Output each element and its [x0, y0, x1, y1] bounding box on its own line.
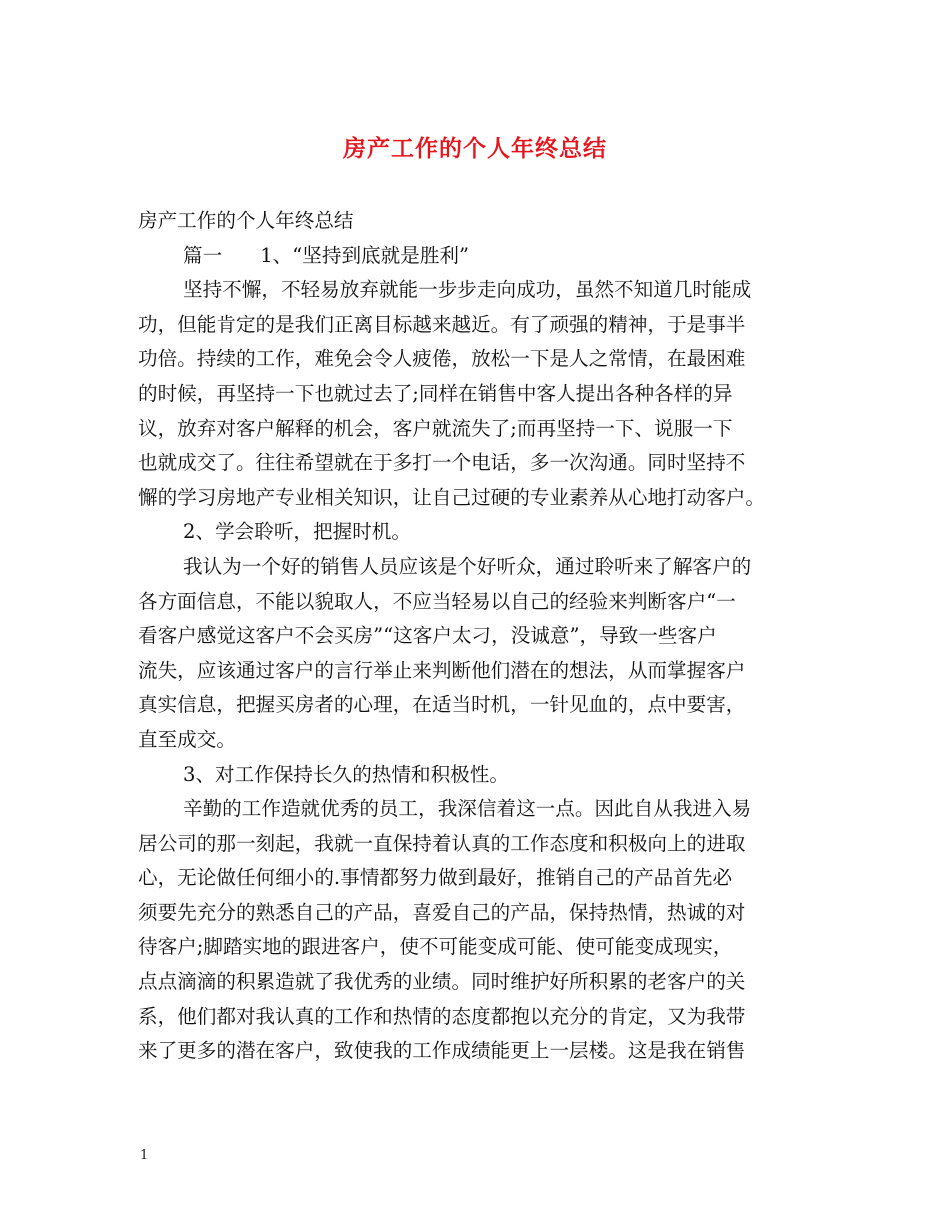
paragraph-line: 我认为一个好的销售人员应该是个好听众，通过聆听来了解客户的: [183, 554, 752, 578]
paragraph-line: 居公司的那一刻起，我就一直保持着认真的工作态度和积极向上的进取: [138, 831, 746, 855]
paragraph-line: 2、学会聆听，把握时机。: [183, 520, 411, 544]
paragraph-line: 须要先充分的熟悉自己的产品，喜爱自己的产品，保持热情，热诚的对: [138, 900, 746, 924]
paragraph-line: 来了更多的潜在客户，致使我的工作成绩能更上一层楼。这是我在销售: [138, 1039, 746, 1063]
paragraph-line: 懈的学习房地产专业相关知识，让自己过硬的专业素养从心地打动客户。: [138, 485, 765, 509]
paragraph-line: 功倍。持续的工作，难免会令人疲倦，放松一下是人之常情，在最困难: [138, 347, 746, 371]
paragraph-line: 坚持不懈，不轻易放弃就能一步步走向成功，虽然不知道几时能成: [183, 278, 752, 302]
document-subtitle: 房产工作的个人年终总结: [138, 209, 354, 232]
paragraph-line: 各方面信息，不能以貌取人，不应当轻易以自己的经验来判断客户“一: [138, 589, 736, 613]
paragraph-line: 心，无论做任何细小的.事情都努力做到最好，推销自己的产品首先必: [138, 866, 733, 890]
paragraph-line: 待客户;脚踏实地的跟进客户，使不可能变成可能、使可能变成现实，: [138, 935, 733, 959]
section-label: 篇一: [183, 243, 223, 267]
paragraph-line: 也就成交了。往往希望就在于多打一个电话，多一次沟通。同时坚持不: [138, 451, 746, 475]
section-heading: [138, 239, 828, 274]
paragraph-line: 流失，应该通过客户的言行举止来判断他们潜在的想法，从而掌握客户: [138, 658, 746, 682]
page-number: 1: [140, 1148, 149, 1163]
paragraph-line: 3、对工作保持长久的热情和积极性。: [183, 762, 509, 786]
paragraph-line: 议，放弃对客户解释的机会，客户就流失了;而再坚持一下、说服一下: [138, 416, 733, 440]
paragraph-line: 功，但能肯定的是我们正离目标越来越近。有了顽强的精神，于是事半: [138, 312, 746, 336]
paragraph-line: 的时候，再坚持一下也就过去了;同样在销售中客人提出各种各样的异: [138, 381, 733, 405]
paragraph-line: 系，他们都对我认真的工作和热情的态度都抱以充分的肯定，又为我带: [138, 1004, 746, 1028]
paragraph-lines: [138, 273, 828, 1069]
paragraph-line: 直至成交。: [138, 727, 236, 751]
paragraph-line: 看客户感觉这客户不会买房”“这客户太刁，没诚意”，导致一些客户: [138, 624, 717, 648]
document-body: [138, 204, 828, 1069]
paragraph-line: 真实信息，把握买房者的心理，在适当时机，一针见血的，点中要害，: [138, 693, 746, 717]
document-title: 房产工作的个人年终总结: [343, 135, 607, 162]
point-heading: 1、“坚持到底就是胜利”: [260, 243, 470, 267]
paragraph-line: 辛勤的工作造就优秀的员工，我深信着这一点。因此自从我进入易: [183, 797, 752, 821]
paragraph-line: 点点滴滴的积累造就了我优秀的业绩。同时维护好所积累的老客户的关: [138, 970, 746, 994]
